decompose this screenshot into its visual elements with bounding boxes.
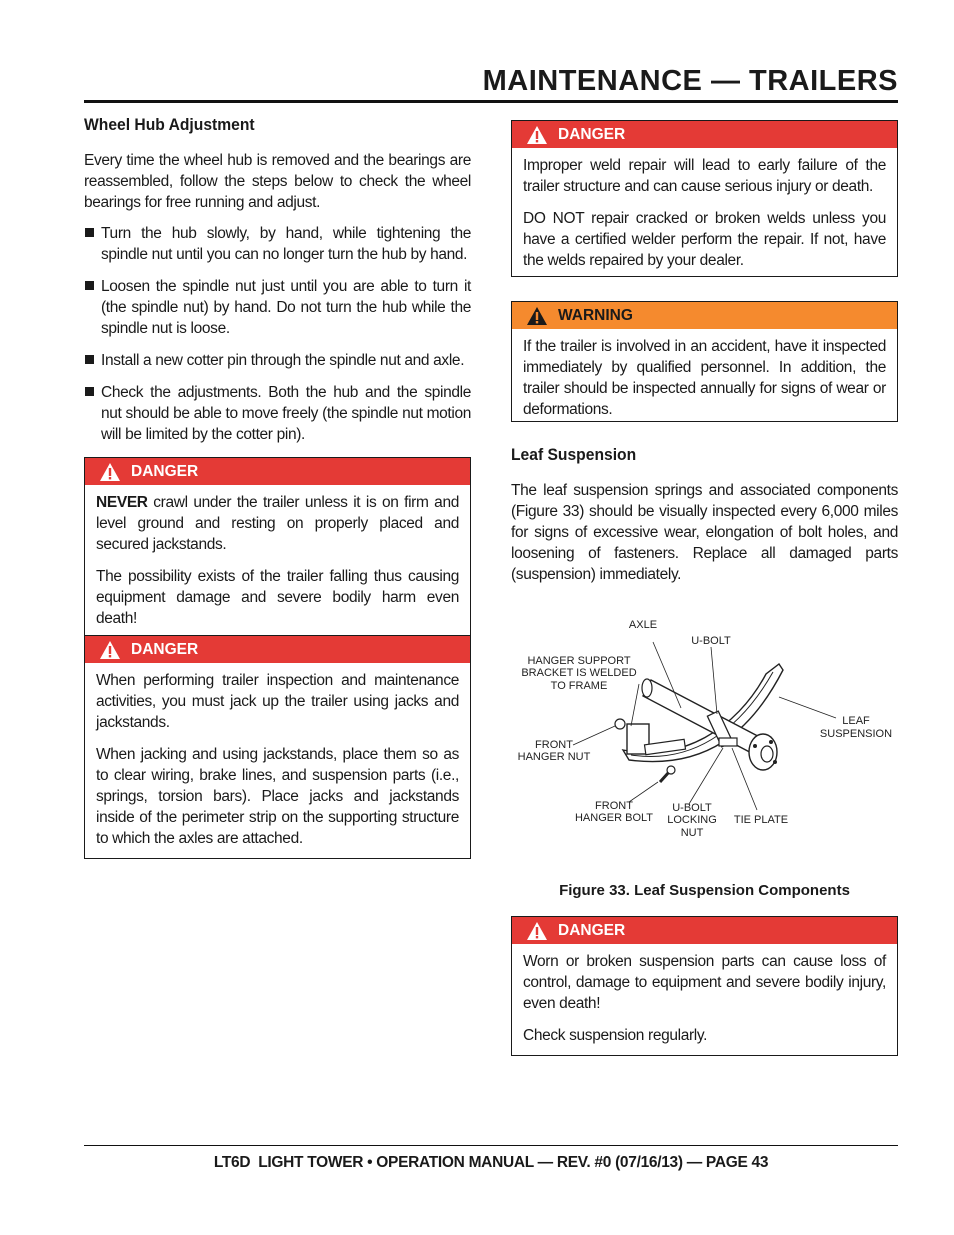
- danger-suspension-text: Worn or broken suspension parts can cause loss of control, damage to equipment and severe bodily injury, even death!: [523, 953, 886, 1012]
- figure-caption: Figure 33. Leaf Suspension Components: [559, 882, 850, 899]
- footer-rule: [84, 1145, 898, 1146]
- warning-header: WARNING: [512, 302, 897, 329]
- bullet-square-icon: [85, 228, 94, 237]
- bullet-square-icon: [85, 281, 94, 290]
- hanger-bolt-shape: [660, 772, 669, 782]
- warning-triangle-icon: [526, 125, 548, 145]
- page-title: MAINTENANCE — TRAILERS: [482, 65, 898, 97]
- danger-header: DANGER: [512, 121, 897, 148]
- danger-crawl-text: NEVER crawl under the trailer unless it is on firm and level ground and resting on properly placed and secured jackstands.: [96, 494, 459, 553]
- danger-header: DANGER: [512, 917, 897, 944]
- label-bracket-welded: BRACKET IS WELDED: [521, 667, 637, 679]
- danger-box-crawl: [84, 457, 471, 636]
- danger-suspension-check: Check suspension regularly.: [523, 1027, 708, 1044]
- label-tie-plate: TIE PLATE: [733, 814, 789, 826]
- danger-box-jack: [84, 635, 471, 859]
- list-item: Check the adjustments. Both the hub and the spindle nut should be able to move freely (the spindle nut motion will be limited by the cotter pin).: [84, 382, 471, 445]
- list-item: Install a new cotter pin through the spindle nut and axle.: [84, 350, 471, 371]
- label-u-bolt-locking-3: NUT: [680, 827, 704, 839]
- hub-cap-shape: [761, 746, 773, 762]
- warning-triangle-icon: [526, 921, 548, 941]
- danger-weld-instruction: DO NOT repair cracked or broken welds unless you have a certified welder perform the repair. If not, have the welds repaired by your dealer.: [523, 210, 886, 269]
- label-front-hanger-bolt-2: HANGER BOLT: [574, 812, 654, 824]
- wheel-hub-steps: [84, 223, 471, 445]
- leaf-suspension-heading: Leaf Suspension: [511, 445, 637, 464]
- right-column: [511, 120, 898, 585]
- warning-triangle-icon: [99, 462, 121, 482]
- danger-jack-text: When performing trailer inspection and maintenance activities, you must jack up the trailer using jacks and jackstands.: [96, 672, 459, 731]
- label-hanger-support: HANGER SUPPORT: [527, 655, 631, 667]
- leaf-suspension-body: The leaf suspension springs and associated components (Figure 33) should be visually inspected every 6,000 miles for signs of excessive wear, elongation of bolt holes, and loosening of fasteners. Replace all damaged parts (suspension) immediately.: [511, 482, 898, 583]
- axle-end-shape: [642, 679, 652, 697]
- title-rule: [84, 100, 898, 103]
- danger-weld-text: Improper weld repair will lead to early failure of the trailer structure and can cause serious injury or death.: [523, 157, 886, 195]
- warning-triangle-icon: [526, 306, 548, 326]
- list-item: Turn the hub slowly, by hand, while tightening the spindle nut until you can no longer turn the hub by hand.: [84, 223, 471, 265]
- warning-triangle-icon: [99, 640, 121, 660]
- label-front-hanger-nut-2: HANGER NUT: [517, 751, 591, 763]
- danger-crawl-consequence: The possibility exists of the trailer falling thus causing equipment damage and severe bodily harm even death!: [96, 568, 459, 627]
- wheel-hub-intro: Every time the wheel hub is removed and the bearings are reassembled, follow the steps below to check the wheel bearings for free running and adjust.: [84, 152, 471, 211]
- label-suspension: SUSPENSION: [819, 728, 893, 740]
- danger-jack-placement: When jacking and using jackstands, place them so as to clear wiring, brake lines, and suspension parts (i.e., springs, torsion bars). Place jacks and jackstands inside of the perimeter strip on the supporting structure to which the axles are attached.: [96, 746, 459, 847]
- label-u-bolt: U-BOLT: [691, 635, 731, 647]
- label-front-hanger-bolt-1: FRONT: [595, 800, 633, 812]
- danger-header: DANGER: [85, 636, 470, 663]
- warning-box-accident: [511, 301, 898, 422]
- label-leaf: LEAF: [842, 715, 870, 727]
- leaf-suspension-diagram: [511, 612, 898, 862]
- danger-header: DANGER: [85, 458, 470, 485]
- left-column: [84, 114, 471, 859]
- page-footer: LT6D LIGHT TOWER • OPERATION MANUAL — REV. #0 (07/16/13) — PAGE 43: [213, 1154, 769, 1171]
- label-axle: AXLE: [628, 619, 658, 631]
- bullet-square-icon: [85, 387, 94, 396]
- danger-box-suspension: [511, 916, 898, 1056]
- danger-box-weld: [511, 120, 898, 277]
- warning-accident-text: If the trailer is involved in an accident, have it inspected immediately by qualified personnel. In addition, the trailer should be inspected annually for signs of wear or deformations.: [523, 338, 886, 418]
- label-to-frame: TO FRAME: [550, 680, 608, 692]
- label-u-bolt-locking-1: U-BOLT: [672, 802, 712, 814]
- bullet-square-icon: [85, 355, 94, 364]
- list-item: Loosen the spindle nut just until you are able to turn it (the spindle nut) by hand. Do not turn the hub while the spindle nut is loose.: [84, 276, 471, 339]
- tie-plate-shape: [719, 738, 737, 746]
- label-u-bolt-locking-2: LOCKING: [667, 814, 717, 826]
- hanger-nut-shape: [615, 719, 625, 729]
- leaf-suspension-figure: [511, 612, 898, 862]
- label-front-hanger-nut-1: FRONT: [535, 739, 573, 751]
- wheel-hub-heading: Wheel Hub Adjustment: [84, 115, 255, 134]
